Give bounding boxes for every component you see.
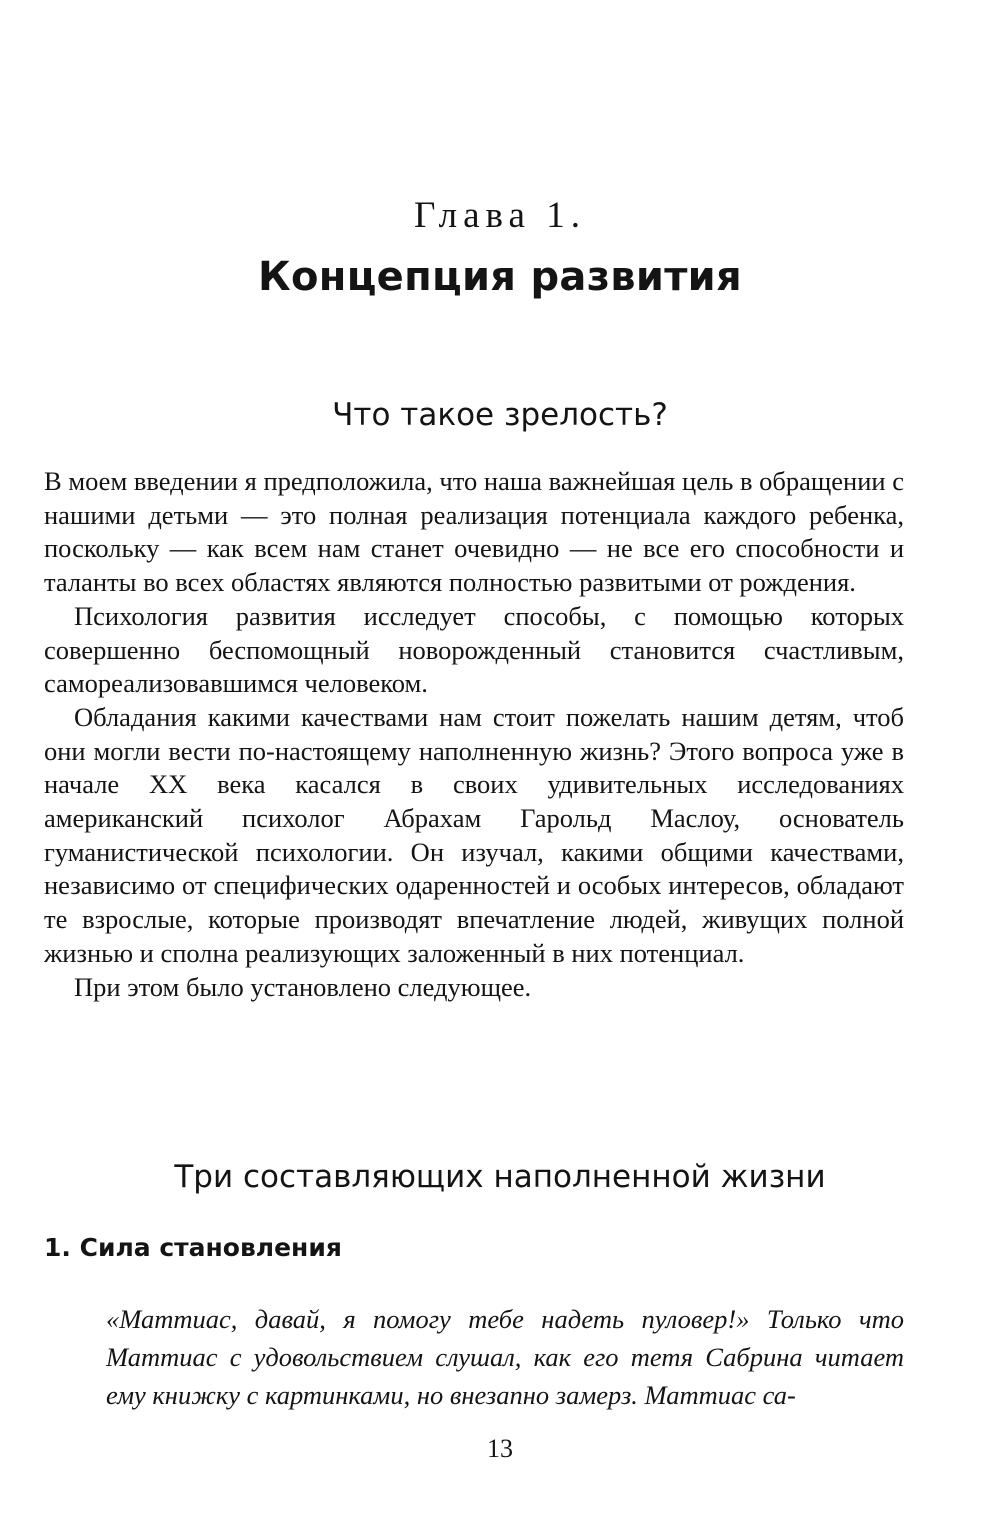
paragraph: Психология развития исследует способы, с помощью которых совершенно беспомощный новорожденный становится счастливым, самореализовавшимся человеком. (44, 600, 904, 699)
chapter-label: Глава 1. (414, 195, 586, 236)
paragraph: Обладания какими качествами нам стоит пожелать нашим детям, чтоб они могли вести по-настоящему наполненную жизнь? Этого вопроса уже в начале XX века касался в своих удивительных исследованиях американский психолог Абрахам Гарольд Маслоу, основатель гуманистической психологии. Он изучал, какими общими качествами, независимо от специфических одаренностей и особых интересов, обладают те взрослые, которые производят впечатление людей, живущих полной жизнью и сполна реализующих заложенный в них потенциал. (44, 701, 904, 968)
paragraph: При этом было установлено следующее. (74, 971, 532, 1002)
subsection-title: 1. Сила становления (44, 1233, 342, 1262)
section-body (44, 465, 904, 1004)
section-title-fulfilled-life: Три составляющих наполненной жизни (174, 1159, 826, 1195)
page-number: 13 (487, 1434, 513, 1463)
paragraph: В моем введении я предположила, что наша важнейшая цель в обращении с нашими детьми — это полная реализация потенциала каждого ребенка, поскольку — как всем нам станет очевидно — не все его способности и таланты во всех областях являются полностью развитыми от рождения. (44, 466, 904, 598)
example-text (106, 1300, 904, 1414)
chapter-title: Концепция развития (257, 254, 742, 300)
section-title-maturity: Что такое зрелость? (332, 397, 668, 433)
example-paragraph: «Маттиас, давай, я помогу тебе надеть пуловер!» Только что Маттиас с удовольствием слушал, как его тетя Сабрина читает ему книжку с картинками, но внезапно замерз. Маттиас са- (106, 1304, 904, 1410)
